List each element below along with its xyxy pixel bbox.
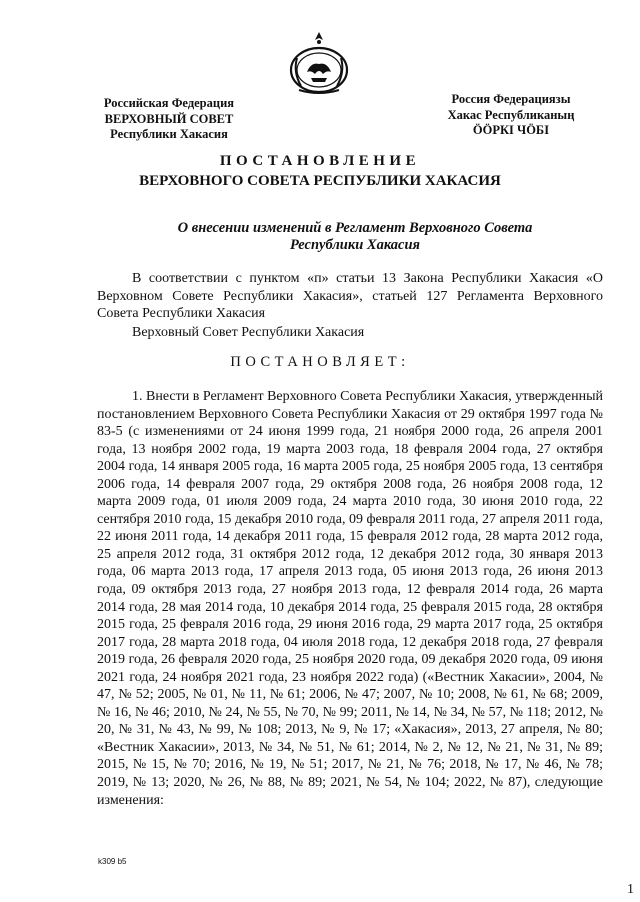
resolve-heading: ПОСТАНОВЛЯЕТ: (230, 354, 410, 370)
issuing-body: Верховный Совет Республики Хакасия (132, 325, 365, 340)
header-left-block (94, 96, 244, 143)
document-type-title: ПОСТАНОВЛЕНИЕ (219, 153, 421, 169)
header-right-line-council: ӦӦРКІ ЧӦБІ (472, 123, 550, 137)
header-right-line-country: Россия Федерациязы (451, 92, 571, 106)
header-left-line-council: ВЕРХОВНЫЙ СОВЕТ (104, 111, 234, 126)
document-code: k309 b5 (98, 857, 127, 866)
header-left-line-country: Российская Федерация (103, 96, 235, 110)
header-right-line-republic: Хакас Республиканың (447, 107, 575, 122)
header-left-line-republic: Республики Хакасия (110, 127, 228, 141)
document-organization-title: ВЕРХОВНОГО СОВЕТА РЕСПУБЛИКИ ХАКАСИЯ (139, 173, 501, 189)
header-right-block (436, 92, 586, 139)
item-1-paragraph: 1. Внести в Регламент Верховного Совета Республики Хакасия, утвержденный постановлением Верховного Совета Республики Хакасия от 29 октября 1997 года № 83-5 (с изменениями от 24 июня 1999 года, 21 ноября 2000 года, 26 апреля 2001 года, 13 ноября 2002 года, 19 марта 2003 года, 18 февраля 2004 года, 27 октября 2004 года, 14 января 2005 года, 16 марта 2005 года, 25 ноября 2005 года, 13 сентября 2006 года, 14 февраля 2007 года, 29 октября 2008 года, 26 ноября 2008 года, 12 марта 2009 года, 01 июля 2009 года, 24 марта 2010 года, 30 июня 2010 года, 22 сентября 2010 года, 15 декабря 2010 года, 09 февраля 2011 года, 27 апреля 2011 года, 22 июня 2011 года, 14 декабря 2011 года, 15 февраля 2012 года, 28 марта 2012 года, 25 апреля 2012 года, 31 октября 2012 года, 12 декабря 2012 года, 30 января 2013 года, 06 марта 2013 года, 17 апреля 2013 года, 05 июня 2013 года, 26 июня 2013 года, 09 октября 2013 года, 27 ноября 2013 года, 12 февраля 2014 года, 26 марта 2014 года, 28 мая 2014 года, 10 декабря 2014 года, 25 февраля 2015 года, 28 октября 2015 года, 25 февраля 2016 года, 29 июня 2016 года, 29 марта 2017 года, 25 октября 2017 года, 28 марта 2018 года, 04 июля 2018 года, 12 декабря 2018 года, 27 февраля 2019 года, 26 февраля 2020 года, 25 ноября 2020 года, 09 декабря 2020 года, 09 июня 2021 года, 24 ноября 2021 года, 23 ноября 2022 года) («Вестник Хакасии», 2004, № 47, № 52; 2005, № 01, № 11, № 61; 2006, № 47; 2007, № 10; 2008, № 61, № 68; 2009, № 16, № 46; 2010, № 24, № 55, № 70, № 99; 2011, № 14, № 34, № 57, № 118; 2012, № 20, № 31, № 43, № 99, № 108; 2013, № 9, № 17; «Хакасия», 2013, 27 апреля, № 80; «Вестник Хакасии», 2013, № 34, № 51, № 61; 2014, № 2, № 12, № 21, № 31, № 89; 2015, № 15, № 70; 2016, № 19, № 51; 2017, № 21, № 76; 2018, № 17, № 46, № 78; 2019, № 13; 2020, № 26, № 88, № 89; 2021, № 54, № 104; 2022, № 87), следующие изменения: (97, 389, 603, 808)
coat-of-arms-icon (287, 28, 351, 96)
document-subject: О внесении изменений в Регламент Верховного Совета Республики Хакасия (177, 220, 533, 253)
page-number: 1 (627, 882, 634, 897)
preamble-paragraph: В соответствии с пунктом «п» статьи 13 Закона Республики Хакасия «О Верховном Совете Республики Хакасия», статьей 127 Регламента Верховного Совета Республики Хакасия (97, 271, 603, 321)
